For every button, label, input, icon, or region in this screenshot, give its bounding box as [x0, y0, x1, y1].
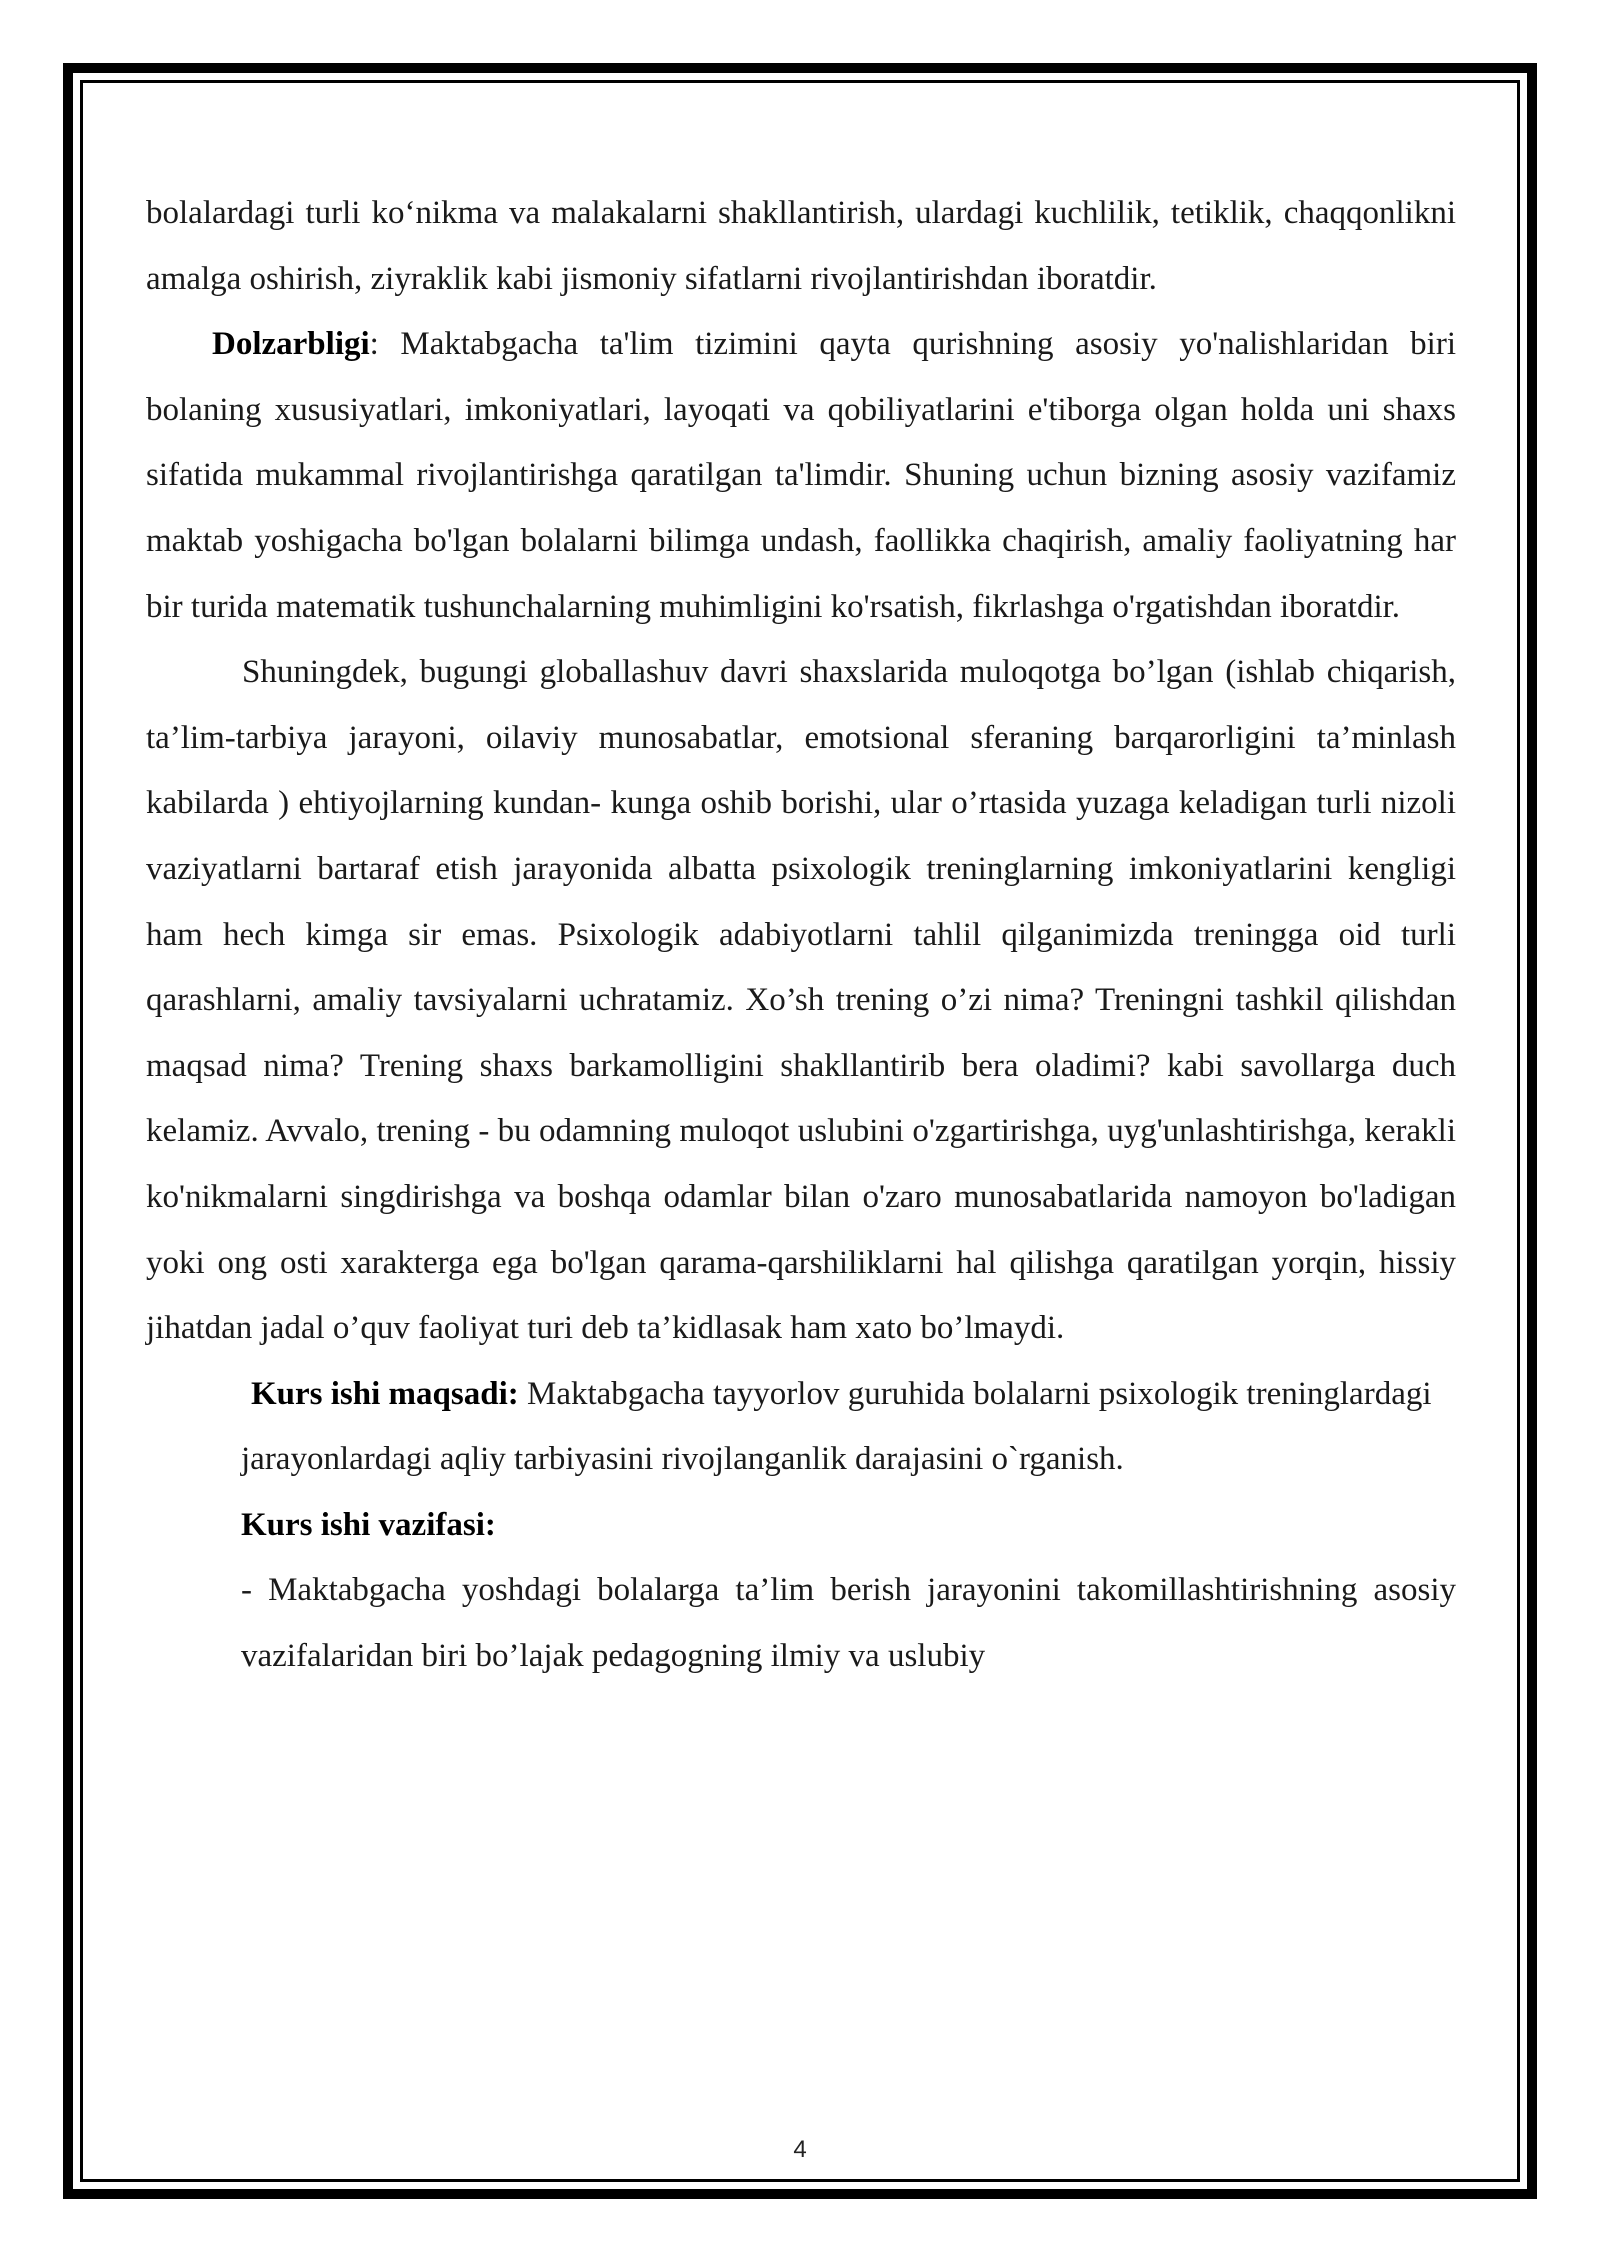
tasks-label: Kurs ishi vazifasi:: [241, 1506, 496, 1543]
intro-paragraph: bolalardagi turli ko‘nikma va malakalarni shakllantirish, ulardagi kuchlilik, tetiklik, chaqqonlikni amalga oshirish, ziyraklik kabi jismoniy sifatlarni rivojlantirishdan iboratdir.: [146, 195, 1456, 297]
relevance-colon: :: [369, 326, 379, 363]
goal-tasks-block: [146, 1362, 1456, 1690]
page-content: [146, 181, 1456, 1690]
body-paragraph: Shuningdek, bugungi globallashuv davri shaxslarida muloqotga bo’lgan (ishlab chiqarish, ta’lim-tarbiya jarayoni, oilaviy munosabatlar, emotsional sferaning barqarorligini ta’minlash kabilarda ) ehtiyojlarning kundan- kunga oshib borishi, ular o’rtasida yuzaga keladigan turli nizoli vaziyatlarni bartaraf etish jarayonida albatta psixologik treninglarning imkoniyatlarini kengligi ham hech kimga sir emas. Psixologik adabiyotlarni tahlil qilganimizda treningga oid turli qarashlarni, amaliy tavsiyalarni uchratamiz. Xo’sh trening o’zi nima? Treningni tashkil qilishdan maqsad nima? Trening shaxs barkamolligini shakllantirib bera oladimi? kabi savollarga duch kelamiz. Avvalo, trening - bu odamning muloqot uslubini o'zgartirishga, uyg'unlashtirishga, kerakli ko'nikmalarni singdirishga va boshqa odamlar bilan o'zaro munosabatlarida namoyon bo'ladigan yoki ong osti xarakterga ega bo'lgan qarama-qarshiliklarni hal qilishga qaratilgan yorqin, hissiy jihatdan jadal o’quv faoliyat turi deb ta’kidlasak ham xato bo’lmaydi.: [146, 654, 1456, 1347]
relevance-text: Maktabgacha ta'lim tizimini qayta qurishning asosiy yo'nalishlaridan biri bolaning xususiyatlari, imkoniyatlari, layoqati va qobiliyatlarini e'tiborga olgan holda uni shaxs sifatida mukammal rivojlantirishga qaratilgan ta'limdir. Shuning uchun bizning asosiy vazifamiz maktab yoshigacha bo'lgan bolalarni bilimga undash, faollikka chaqirish, amaliy faoliyatning har bir turida matematik tushunchalarning muhimligini ko'rsatish, fikrlashga o'rgatishdan iboratdir.: [146, 326, 1456, 625]
relevance-label: Dolzarbligi: [212, 326, 370, 363]
page-number: 4: [793, 2136, 807, 2163]
tasks-paragraph: - Maktabgacha yoshdagi bolalarga ta’lim berish jarayonini takomillashtirishning asosiy vazifalaridan biri bo’lajak pedagogning ilmiy va uslubiy: [241, 1572, 1456, 1675]
tasks-heading: [241, 1493, 1456, 1559]
relevance-paragraph: [146, 312, 1456, 640]
goal-label: Kurs ishi maqsadi:: [251, 1375, 519, 1412]
goal-text: Maktabgacha tayyorlov guruhida bolalarni psixologik treninglardagi jarayonlardagi aqliy tarbiyasini rivojlanganlik darajasini o`rganish.: [241, 1375, 1432, 1478]
goal-paragraph: [241, 1362, 1456, 1493]
